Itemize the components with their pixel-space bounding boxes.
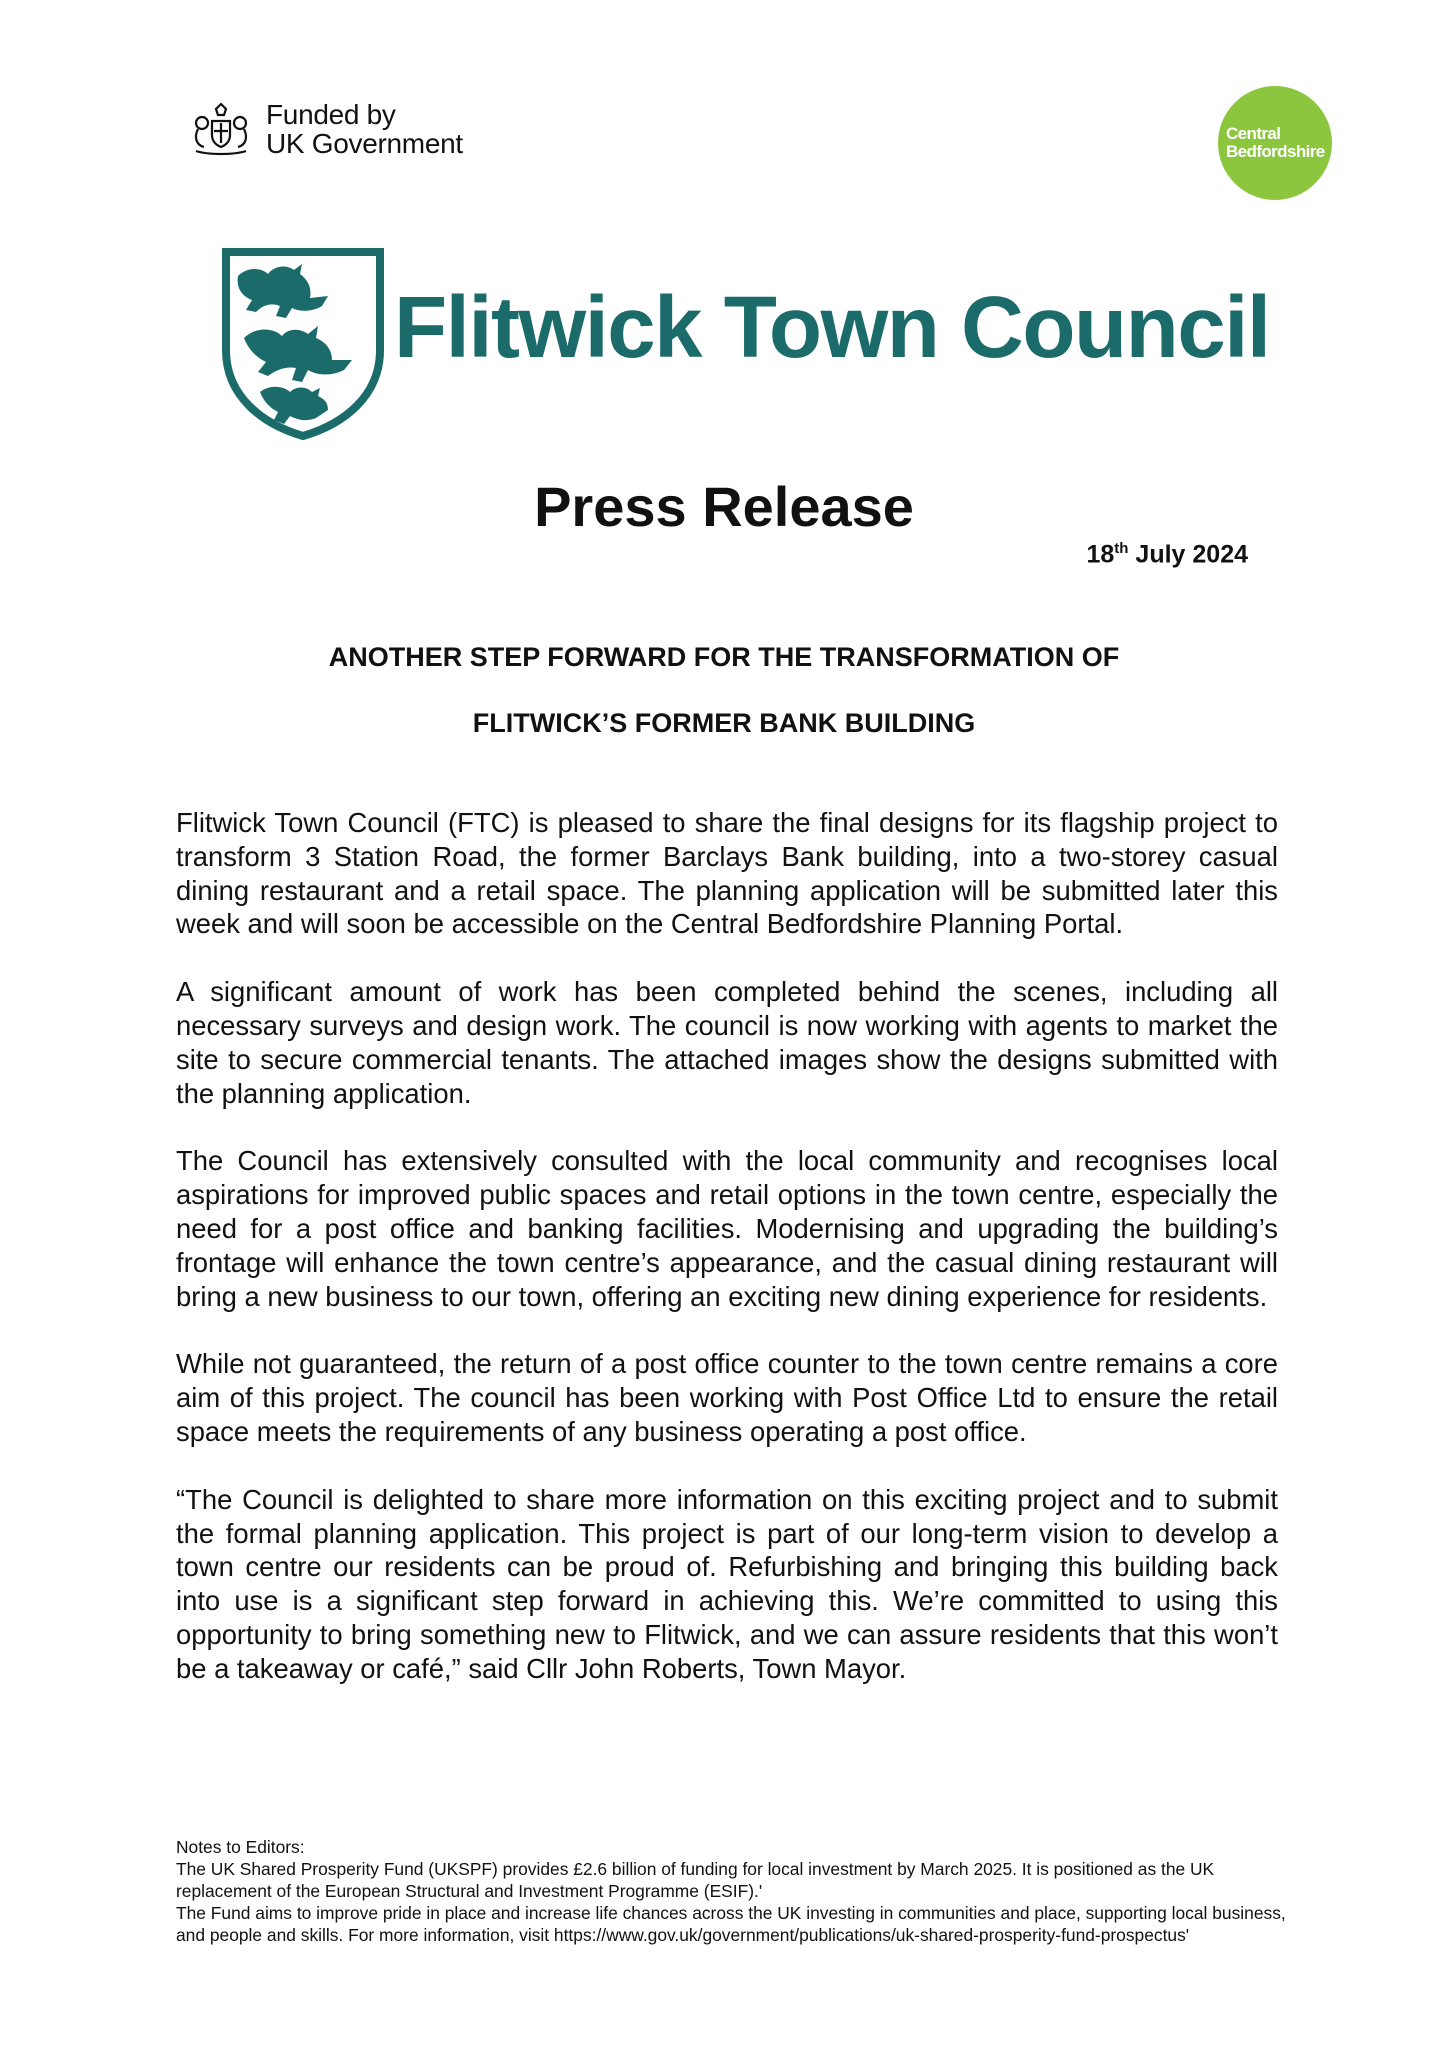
headline-line-1: ANOTHER STEP FORWARD FOR THE TRANSFORMATION OF	[328, 642, 1120, 672]
release-date	[1086, 540, 1248, 569]
notes-heading: Notes to Editors:	[176, 1837, 305, 1857]
headline-line-2: FLITWICK’S FORMER BANK BUILDING	[472, 708, 976, 738]
body-paragraph-4: While not guaranteed, the return of a post office counter to the town centre remains a core aim of this project. The council has been working with Post Office Ltd to ensure the retail space meets the requirements of any business operating a post office.	[176, 1348, 1278, 1447]
organisation-name: Flitwick Town Council	[394, 279, 1270, 376]
notes-line-2: The Fund aims to improve pride in place and increase life chances across the UK investing in communities and place, supporting local business, and people and skills. For more information, visit https://www.gov.uk/government/publications/uk-shared-prosperity-fund-prospectus'	[176, 1903, 1291, 1945]
release-date-month-year: July 2024	[1128, 540, 1248, 569]
central-bedfordshire-logo-line1: Central	[1226, 124, 1281, 143]
notes-line-1: The UK Shared Prosperity Fund (UKSPF) provides £2.6 billion of funding for local investment by March 2025. It is positioned as the UK replacement of the European Structural and Investment Programme (ESIF).'	[176, 1859, 1220, 1901]
funded-by-uk-government-logo	[190, 100, 463, 158]
body-paragraph-3: The Council has extensively consulted with the local community and recognises local aspirations for improved public spaces and retail options in the town centre, especially the need for a post office and banking facilities. Modernising and upgrading the building’s frontage will enhance the town centre’s appearance, and the casual dining restaurant will bring a new business to our town, offering an exciting new dining experience for residents.	[176, 1145, 1278, 1312]
document-title: Press Release	[534, 475, 914, 538]
body-paragraph-1: Flitwick Town Council (FTC) is pleased to share the final designs for its flagship project to transform 3 Station Road, the former Barclays Bank building, into a two-storey casual dining restaurant and a retail space. The planning application will be submitted later this week and will soon be accessible on the Central Bedfordshire Planning Portal.	[176, 807, 1278, 940]
royal-coat-of-arms-icon	[190, 101, 252, 157]
release-date-suffix: th	[1114, 540, 1129, 557]
uk-government-line: UK Government	[266, 128, 463, 159]
release-date-day: 18	[1086, 540, 1115, 569]
press-release-body	[176, 806, 1278, 1720]
body-paragraph-5: “The Council is delighted to share more information on this exciting project and to submit the formal planning application. This project is part of our long-term vision to develop a town centre our residents can be proud of. Refurbishing and bringing this building back into use is a significant step forward in achieving this. We’re committed to using this opportunity to bring something new to Flitwick, and we can assure residents that this won’t be a takeaway or café,” said Cllr John Roberts, Town Mayor.	[176, 1483, 1278, 1684]
central-bedfordshire-logo-line2: Bedfordshire	[1226, 142, 1325, 161]
three-lions-shield-icon	[220, 246, 386, 440]
body-paragraph-2: A significant amount of work has been completed behind the scenes, including all necessary surveys and design work. The council is now working with agents to market the site to secure commercial tenants. The attached images show the designs submitted with the planning application.	[176, 976, 1278, 1109]
funded-by-line: Funded by	[266, 99, 396, 130]
notes-to-editors	[176, 1836, 1291, 1946]
central-bedfordshire-logo	[1218, 86, 1332, 200]
